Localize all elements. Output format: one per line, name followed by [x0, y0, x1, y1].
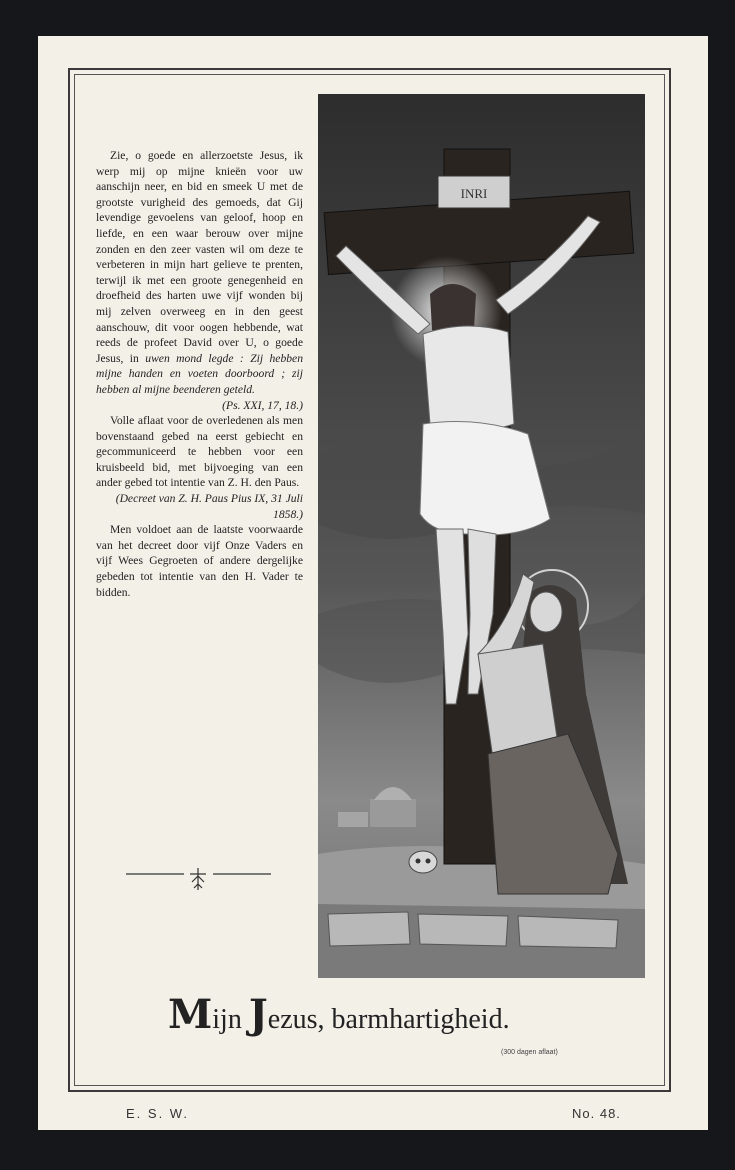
- card-number: No. 48.: [572, 1106, 621, 1121]
- motto-title: [168, 991, 588, 1038]
- crucifixion-engraving: [318, 94, 645, 978]
- inri-sign: INRI: [460, 186, 488, 201]
- motto-initial-j: J: [248, 991, 268, 1038]
- motto-initial-m: M: [168, 991, 213, 1038]
- prayer-paragraph-1: [96, 148, 303, 398]
- memorial-card: [38, 36, 708, 1130]
- motto-text-part1: ijn: [212, 1004, 249, 1035]
- indulgence-paragraph: Volle aflaat voor de overledenen als men bovenstaand gebed na eerst gebiecht en gecommuniceerd te hebben voor een kruisbeeld bid, met bijvoeging van een ander gebed tot intentie van Z. H. den Paus.: [96, 414, 303, 490]
- conditions-paragraph: Men voldoet aan de laatste voorwaarde van het decreet door vijf Onze Vaders en vijf Wees Gegroeten of andere dergelijke gebeden tot intentie van den H. Vader te bidden.: [96, 523, 303, 599]
- indulgence-note: (300 dagen aflaat): [501, 1049, 558, 1056]
- decree-reference: (Decreet van Z. H. Paus Pius IX, 31 Juli 1858.): [115, 492, 303, 521]
- publisher-mark: E. S. W.: [126, 1106, 189, 1121]
- prayer-text: [96, 148, 303, 600]
- prayer-main-text: Zie, o goede en allerzoetste Jesus, ik werp mij op mijne knieën voor uw aanschijn neer, en bid en smeek U met de grootste vurigheid des gemoeds, dat Gij levendige gevoelens van geloof, hoop en liefde, en een waar berouw over mijne zonden en den zeer vasten wil om deze te verbeteren in mijn hart gelieve te prenten, terwijl ik met een groote genegenheid en droefheid des harten uwe vijf wonden bij mij zelven overweeg en in den geest aanschouw, dit voor oogen hebbende, wat reeds de profeet David over U, o goede Jesus, in: [96, 149, 303, 365]
- psalm-reference: (Ps. XXI, 17, 18.): [222, 398, 303, 412]
- psalm-quote: uwen mond legde : Zij hebben mijne handen en voeten doorboord ; zij hebben al mijne beenderen geteld.: [96, 351, 303, 396]
- ornament-divider-icon: [126, 866, 271, 896]
- motto-text-part2: ezus, barmhartigheid.: [267, 1004, 510, 1035]
